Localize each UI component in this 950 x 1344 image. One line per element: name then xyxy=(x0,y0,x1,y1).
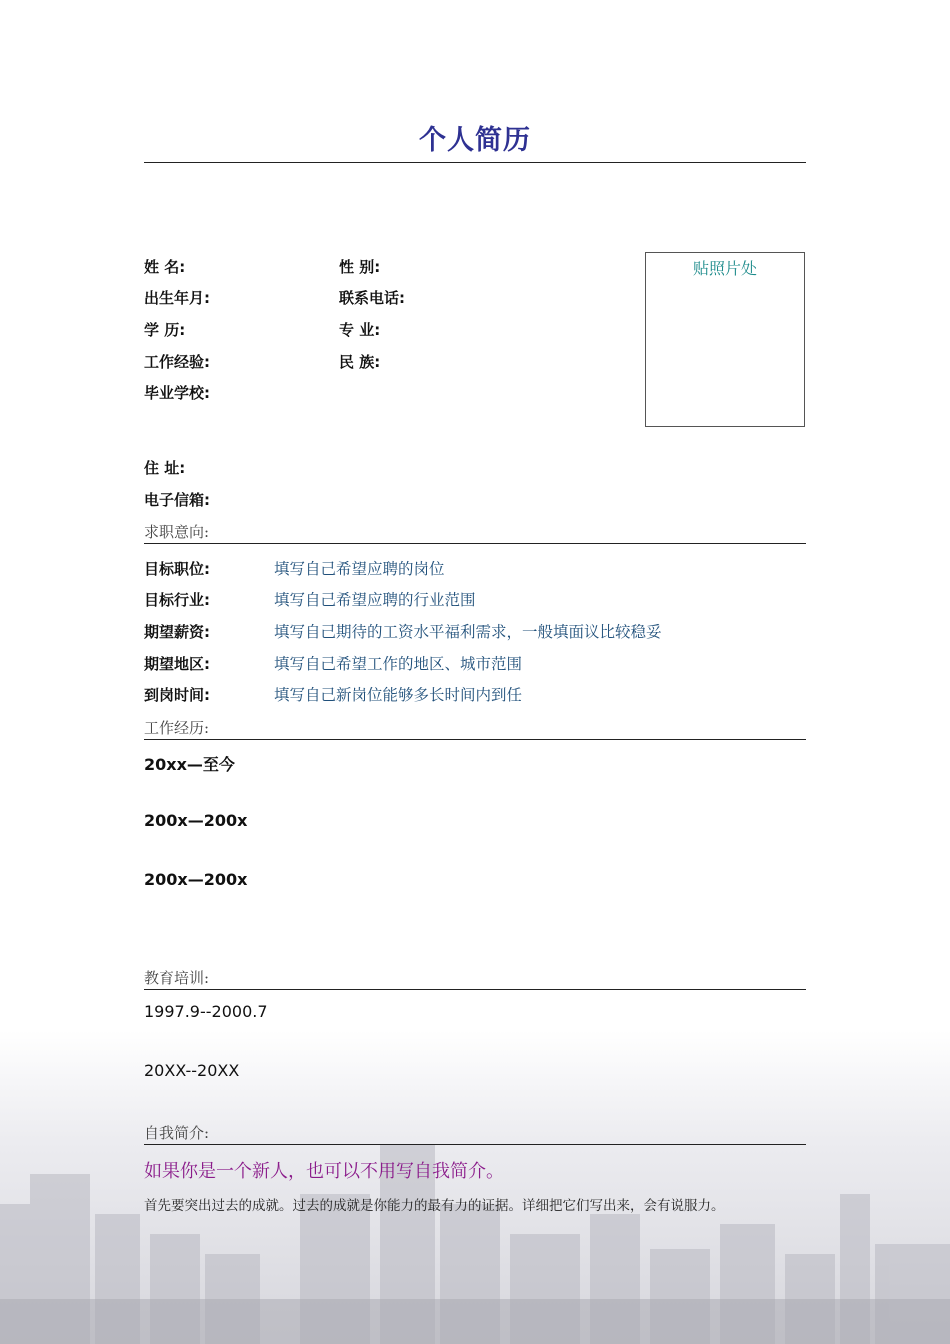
education-label: 学 历: xyxy=(144,321,186,339)
education-period: 1997.9--2000.7 xyxy=(144,1002,268,1021)
school-label: 毕业学校: xyxy=(144,384,210,402)
major-label: 专 业: xyxy=(339,321,381,339)
work-experience-heading: 工作经历: xyxy=(144,719,210,737)
expected-region-value: 填写自己希望工作的地区、城市范围 xyxy=(274,655,523,673)
start-time-label: 到岗时间: xyxy=(144,686,210,704)
gender-label: 性 别: xyxy=(339,258,381,276)
work-period: 200x—200x xyxy=(144,870,248,889)
ethnicity-label: 民 族: xyxy=(339,353,381,371)
expected-salary-value: 填写自己期待的工资水平福利需求，一般填面议比较稳妥 xyxy=(274,623,662,641)
expected-salary-label: 期望薪资: xyxy=(144,623,210,641)
job-intent-divider xyxy=(144,543,806,544)
address-label: 住 址: xyxy=(144,459,186,477)
job-intent-heading: 求职意向: xyxy=(144,523,210,541)
work-period: 20xx—至今 xyxy=(144,755,235,774)
self-intro-highlight: 如果你是一个新人，也可以不用写自我简介。 xyxy=(144,1161,504,1182)
city-skyline-background xyxy=(0,1030,950,1344)
education-divider xyxy=(144,989,806,990)
expected-region-label: 期望地区: xyxy=(144,655,210,673)
self-intro-divider xyxy=(144,1144,806,1145)
photo-box xyxy=(645,252,805,427)
target-industry-label: 目标行业: xyxy=(144,591,210,609)
education-period: 20XX--20XX xyxy=(144,1061,240,1080)
work-experience-divider xyxy=(144,739,806,740)
name-label: 姓 名: xyxy=(144,258,186,276)
title-divider xyxy=(144,162,806,163)
experience-label: 工作经验: xyxy=(144,353,210,371)
skyline-illustration xyxy=(0,1084,950,1344)
target-industry-value: 填写自己希望应聘的行业范围 xyxy=(274,591,476,609)
self-intro-text: 首先要突出过去的成就。过去的成就是你能力的最有力的证据。详细把它们写出来，会有说服力。 xyxy=(144,1198,725,1214)
start-time-value: 填写自己新岗位能够多长时间内到任 xyxy=(274,686,523,704)
self-intro-heading: 自我简介: xyxy=(144,1124,210,1142)
photo-placeholder-label: 贴照片处 xyxy=(692,259,757,278)
education-heading: 教育培训: xyxy=(144,969,210,987)
target-position-value: 填写自己希望应聘的岗位 xyxy=(274,560,445,578)
page-title: 个人简历 xyxy=(419,125,531,156)
work-period: 200x—200x xyxy=(144,811,248,830)
birth-label: 出生年月: xyxy=(144,289,210,307)
phone-label: 联系电话: xyxy=(339,289,405,307)
email-label: 电子信箱: xyxy=(144,491,210,509)
target-position-label: 目标职位: xyxy=(144,560,210,578)
